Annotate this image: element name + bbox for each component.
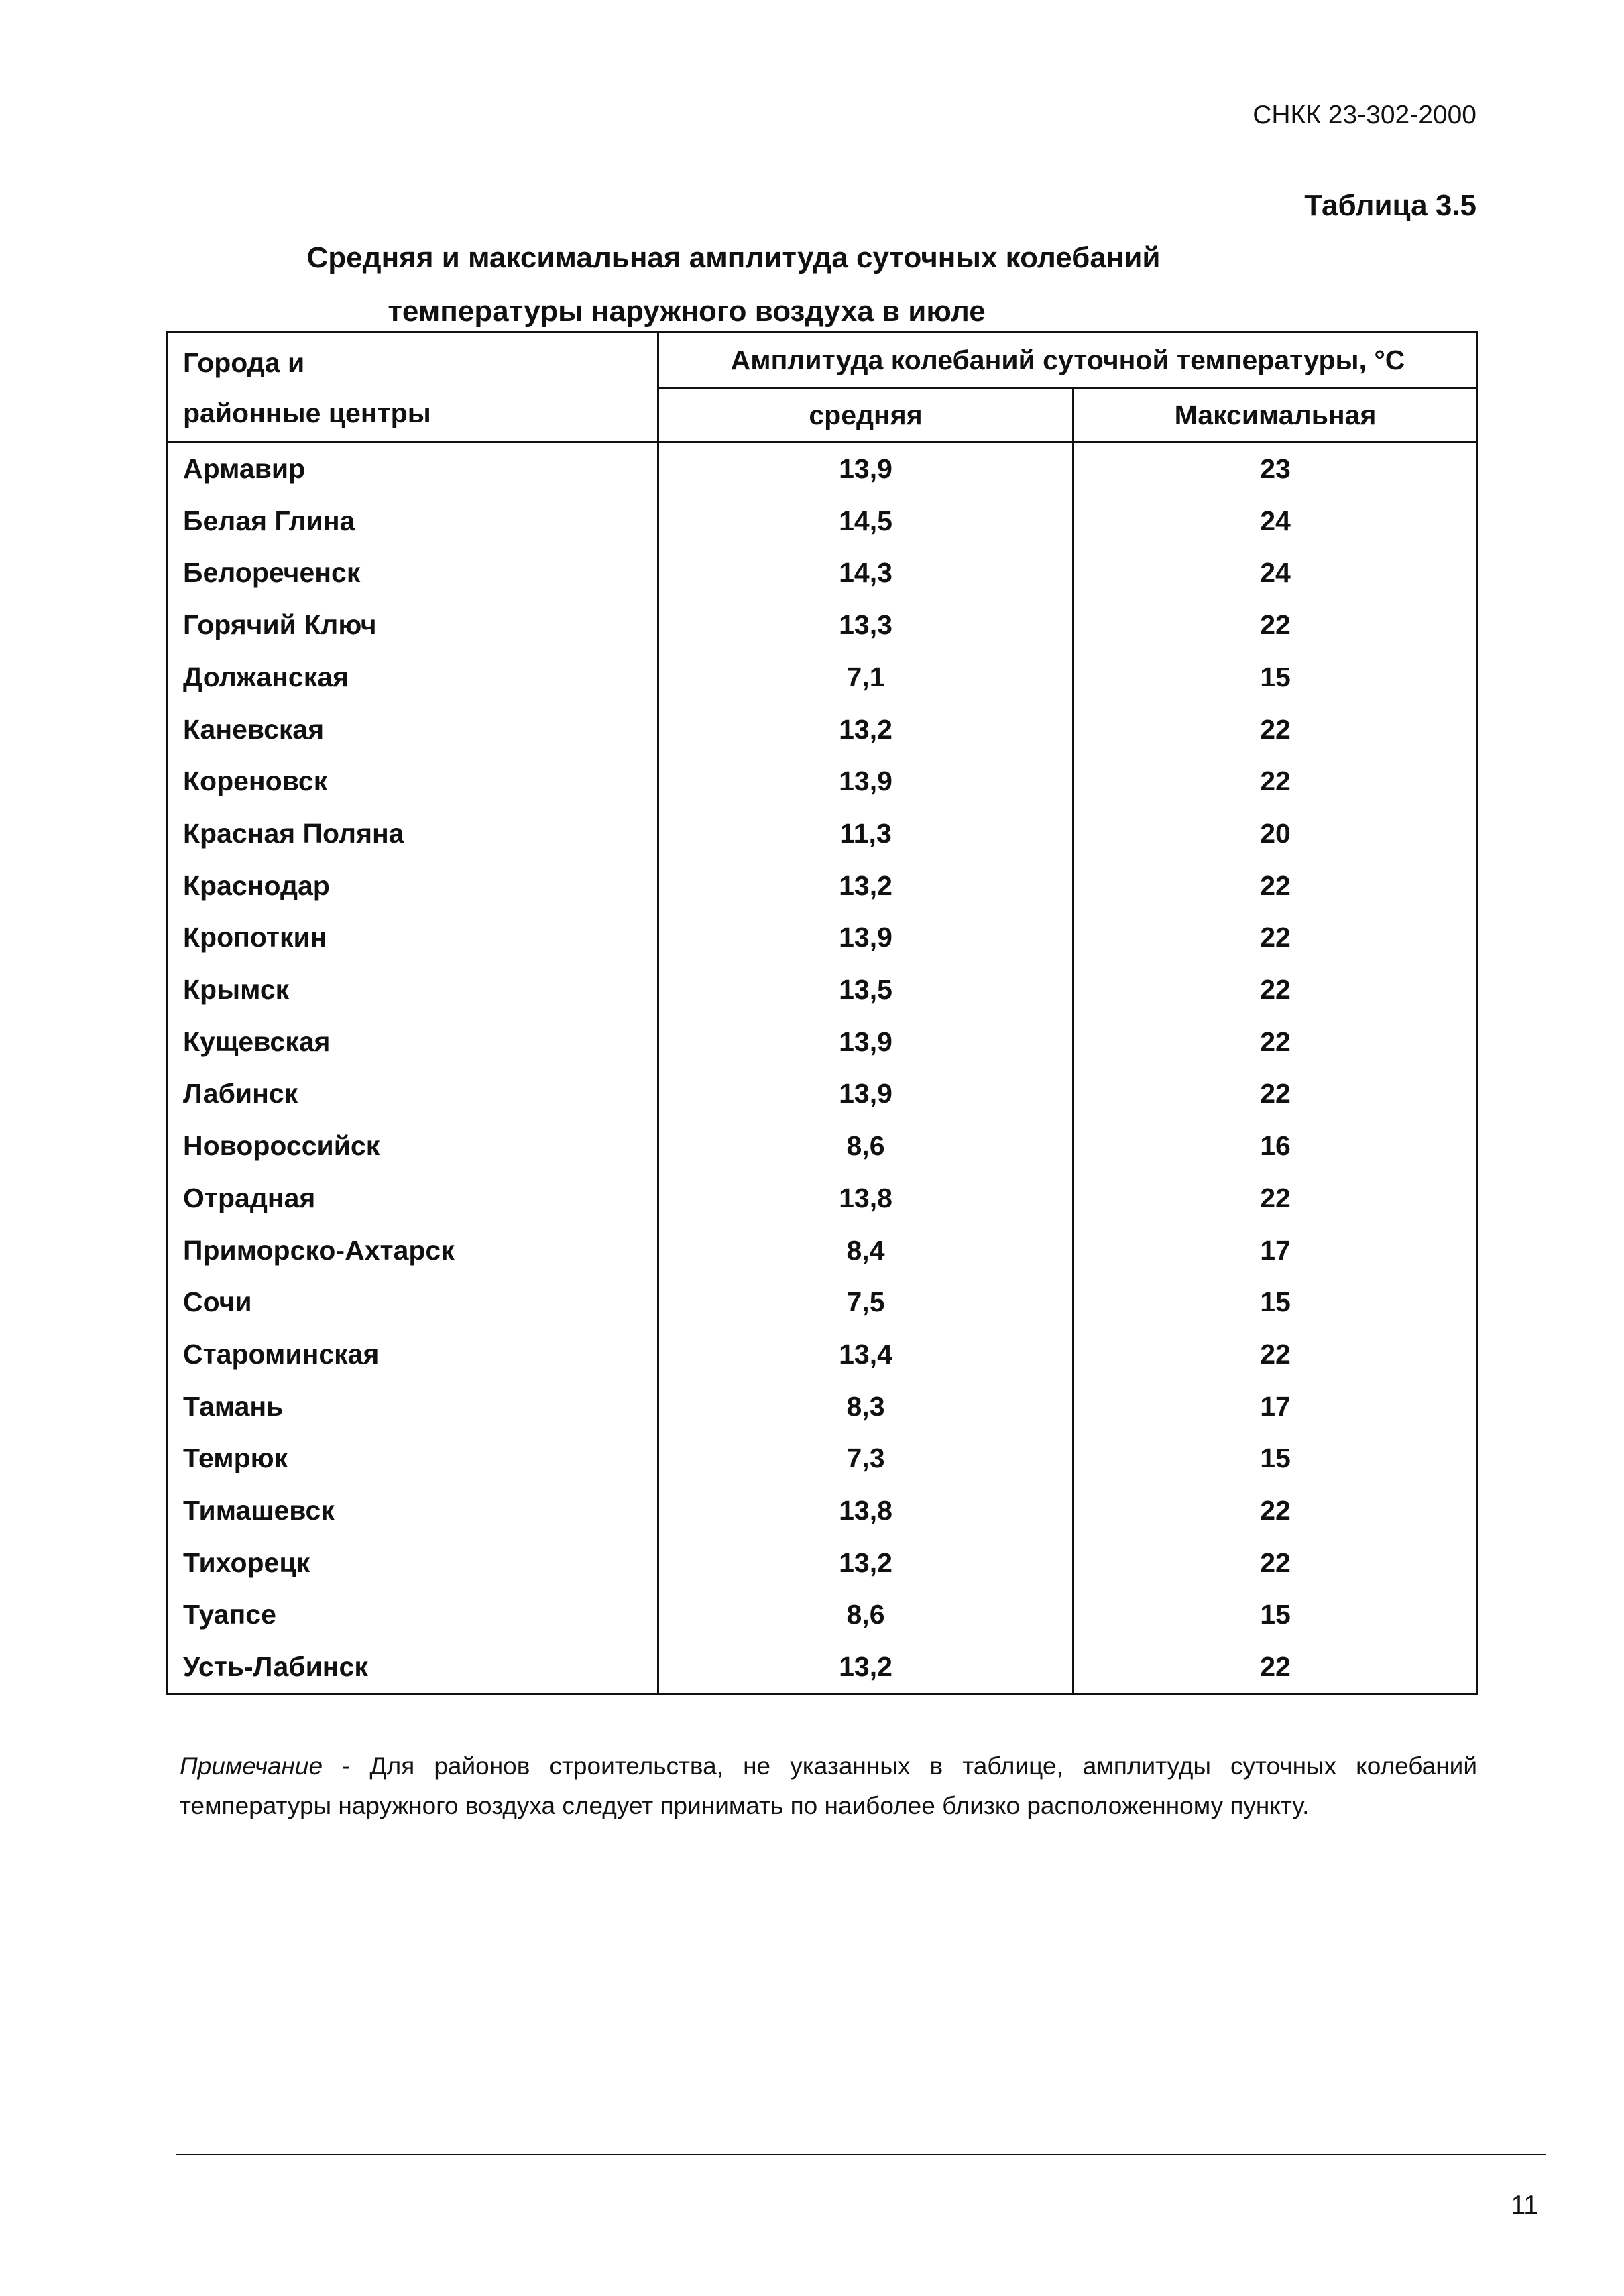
cell-max: 22 (1074, 704, 1478, 756)
table-row (168, 1589, 1478, 1641)
table-title-line-2: температуры наружного воздуха в июле (388, 295, 986, 328)
cell-city: Темрюк (168, 1433, 658, 1485)
table-row (168, 1641, 1478, 1694)
footer-divider (176, 2154, 1546, 2155)
cell-avg: 13,5 (658, 964, 1074, 1016)
cell-max: 22 (1074, 1016, 1478, 1069)
cell-city: Отрадная (168, 1172, 658, 1225)
cell-avg: 13,2 (658, 860, 1074, 912)
cell-avg: 13,4 (658, 1329, 1074, 1381)
table-row (168, 912, 1478, 964)
cell-city: Тимашевск (168, 1485, 658, 1537)
cell-avg: 8,6 (658, 1120, 1074, 1172)
header-city-line-2: районные центры (183, 398, 431, 428)
note-label: Примечание (180, 1752, 323, 1780)
cell-max: 22 (1074, 860, 1478, 912)
page-number: 11 (1511, 2191, 1538, 2220)
table-note (180, 1746, 1477, 1825)
table-row (168, 1433, 1478, 1485)
cell-max: 15 (1074, 1276, 1478, 1329)
header-city (168, 333, 658, 442)
cell-max: 16 (1074, 1120, 1478, 1172)
cell-max: 22 (1074, 1641, 1478, 1694)
cell-city: Крымск (168, 964, 658, 1016)
header-amplitude: Амплитуда колебаний суточной температуры, °С (658, 333, 1478, 388)
cell-max: 15 (1074, 1433, 1478, 1485)
table-row (168, 495, 1478, 548)
table-row (168, 1120, 1478, 1172)
amplitude-table (166, 331, 1478, 1695)
cell-avg: 8,4 (658, 1225, 1074, 1277)
cell-city: Усть-Лабинск (168, 1641, 658, 1694)
document-code: СНКК 23-302-2000 (1253, 101, 1476, 129)
cell-city: Краснодар (168, 860, 658, 912)
cell-avg: 14,5 (658, 495, 1074, 548)
header-avg: средняя (658, 388, 1074, 442)
table-row (168, 1172, 1478, 1225)
cell-max: 24 (1074, 495, 1478, 548)
cell-max: 17 (1074, 1225, 1478, 1277)
table-row (168, 1329, 1478, 1381)
cell-city: Приморско-Ахтарск (168, 1225, 658, 1277)
cell-city: Сочи (168, 1276, 658, 1329)
table-number: Таблица 3.5 (1304, 189, 1476, 222)
cell-avg: 13,3 (658, 599, 1074, 652)
cell-avg: 13,9 (658, 1016, 1074, 1069)
cell-max: 22 (1074, 964, 1478, 1016)
cell-avg: 13,8 (658, 1485, 1074, 1537)
table-row (168, 704, 1478, 756)
table-header-row (168, 333, 1478, 388)
table-row (168, 547, 1478, 599)
cell-max: 17 (1074, 1381, 1478, 1433)
cell-max: 22 (1074, 1068, 1478, 1120)
table-row (168, 964, 1478, 1016)
cell-avg: 13,2 (658, 1641, 1074, 1694)
table-row (168, 1485, 1478, 1537)
table-row (168, 860, 1478, 912)
cell-max: 22 (1074, 1485, 1478, 1537)
cell-avg: 13,2 (658, 704, 1074, 756)
table-row (168, 1225, 1478, 1277)
table-row (168, 808, 1478, 860)
cell-avg: 13,9 (658, 756, 1074, 808)
header-city-line-1: Города и (183, 347, 305, 378)
cell-avg: 13,9 (658, 442, 1074, 495)
cell-city: Кущевская (168, 1016, 658, 1069)
cell-avg: 7,3 (658, 1433, 1074, 1485)
cell-max: 22 (1074, 912, 1478, 964)
cell-city: Тихорецк (168, 1537, 658, 1589)
cell-max: 24 (1074, 547, 1478, 599)
table-title-line-1: Средняя и максимальная амплитуда суточных колебаний (306, 241, 1161, 274)
cell-avg: 13,9 (658, 912, 1074, 964)
table-row (168, 1537, 1478, 1589)
cell-city: Красная Поляна (168, 808, 658, 860)
cell-avg: 8,6 (658, 1589, 1074, 1641)
cell-avg: 7,1 (658, 652, 1074, 704)
cell-max: 22 (1074, 599, 1478, 652)
table-row (168, 1276, 1478, 1329)
cell-max: 23 (1074, 442, 1478, 495)
cell-city: Кропоткин (168, 912, 658, 964)
table-row (168, 1016, 1478, 1069)
cell-max: 20 (1074, 808, 1478, 860)
cell-avg: 7,5 (658, 1276, 1074, 1329)
cell-city: Белореченск (168, 547, 658, 599)
cell-city: Староминская (168, 1329, 658, 1381)
cell-avg: 8,3 (658, 1381, 1074, 1433)
cell-max: 22 (1074, 1172, 1478, 1225)
cell-city: Новороссийск (168, 1120, 658, 1172)
cell-city: Туапсе (168, 1589, 658, 1641)
cell-avg: 13,8 (658, 1172, 1074, 1225)
cell-city: Армавир (168, 442, 658, 495)
table-row (168, 1068, 1478, 1120)
table-row (168, 442, 1478, 495)
cell-max: 22 (1074, 1329, 1478, 1381)
cell-city: Кореновск (168, 756, 658, 808)
table-row (168, 1381, 1478, 1433)
cell-city: Лабинск (168, 1068, 658, 1120)
table-row (168, 652, 1478, 704)
cell-avg: 11,3 (658, 808, 1074, 860)
cell-avg: 14,3 (658, 547, 1074, 599)
cell-avg: 13,2 (658, 1537, 1074, 1589)
table-row (168, 756, 1478, 808)
cell-city: Белая Глина (168, 495, 658, 548)
cell-max: 15 (1074, 652, 1478, 704)
cell-avg: 13,9 (658, 1068, 1074, 1120)
cell-max: 22 (1074, 1537, 1478, 1589)
cell-max: 15 (1074, 1589, 1478, 1641)
header-max: Максимальная (1074, 388, 1478, 442)
cell-city: Каневская (168, 704, 658, 756)
cell-max: 22 (1074, 756, 1478, 808)
cell-city: Должанская (168, 652, 658, 704)
note-text: - Для районов строительства, не указанных в таблице, амплитуды суточных колебаний температуры наружного воздуха следует принимать по наиболее близко расположенному пункту. (180, 1752, 1477, 1819)
cell-city: Горячий Ключ (168, 599, 658, 652)
cell-city: Тамань (168, 1381, 658, 1433)
table-body (168, 442, 1478, 1695)
table-row (168, 599, 1478, 652)
